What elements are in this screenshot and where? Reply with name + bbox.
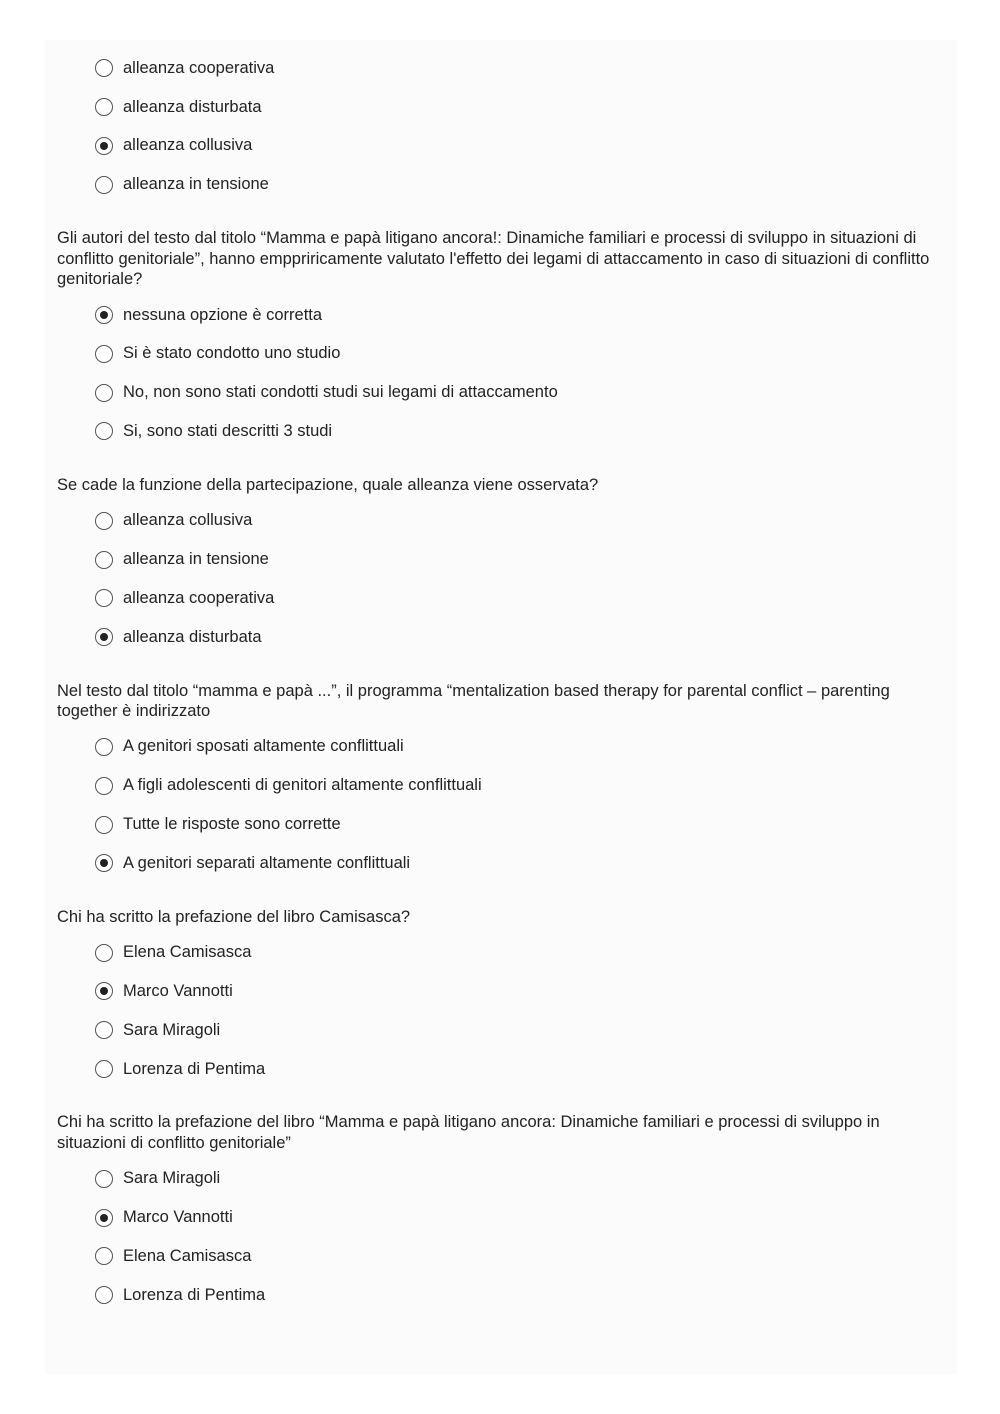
question-block-1 — [57, 49, 952, 204]
question-block-4 — [57, 681, 952, 883]
question-text: Chi ha scritto la prefazione del libro “Mamma e papà litigano ancora: Dinamiche familiari e processi di sviluppo in situazioni di conflitto genitoriale” — [57, 1113, 880, 1152]
option-label: Si, sono stati descritti 3 studi — [123, 421, 333, 440]
option-label: Marco Vannotti — [123, 981, 233, 1000]
option-label: A genitori separati altamente conflittuali — [123, 853, 411, 872]
option-item[interactable] — [57, 1237, 952, 1276]
question-text: Se cade la funzione della partecipazione, quale alleanza viene osservata? — [57, 475, 599, 494]
option-label: Lorenza di Pentima — [123, 1059, 266, 1078]
option-item[interactable] — [57, 501, 952, 540]
radio-button[interactable] — [95, 1170, 113, 1188]
option-label: nessuna opzione è corretta — [123, 305, 323, 324]
options-list — [57, 1159, 952, 1314]
radio-button[interactable] — [95, 59, 113, 77]
option-item[interactable] — [57, 579, 952, 618]
option-item[interactable] — [57, 1276, 952, 1315]
option-item[interactable] — [57, 412, 952, 451]
radio-button[interactable] — [95, 1021, 113, 1039]
radio-button[interactable] — [95, 944, 113, 962]
question-block-2 — [57, 228, 952, 451]
option-label: Sara Miragoli — [123, 1020, 221, 1039]
quiz-content — [57, 49, 952, 1339]
option-label: Lorenza di Pentima — [123, 1285, 266, 1304]
option-label: No, non sono stati condotti studi sui legami di attaccamento — [123, 383, 558, 402]
option-item[interactable] — [57, 127, 952, 166]
option-label: Si è stato condotto uno studio — [123, 344, 341, 363]
radio-button-selected[interactable] — [95, 137, 113, 155]
option-item[interactable] — [57, 933, 952, 972]
option-item[interactable] — [57, 1050, 952, 1089]
question-text: Chi ha scritto la prefazione del libro Camisasca? — [57, 907, 411, 926]
option-item[interactable] — [57, 844, 952, 883]
radio-button-selected[interactable] — [95, 982, 113, 1000]
option-label: Elena Camisasca — [123, 1246, 252, 1265]
radio-button[interactable] — [95, 512, 113, 530]
option-item[interactable] — [57, 296, 952, 335]
option-item[interactable] — [57, 165, 952, 204]
question-block-3 — [57, 475, 952, 657]
option-label: Marco Vannotti — [123, 1208, 233, 1227]
options-list — [57, 296, 952, 451]
question-block-5 — [57, 907, 952, 1089]
option-item[interactable] — [57, 972, 952, 1011]
question-block-6 — [57, 1112, 952, 1314]
radio-button-selected[interactable] — [95, 306, 113, 324]
radio-button[interactable] — [95, 777, 113, 795]
option-label: Sara Miragoli — [123, 1169, 221, 1188]
option-label: Tutte le risposte sono corrette — [123, 815, 341, 834]
options-list — [57, 501, 952, 656]
radio-button[interactable] — [95, 1060, 113, 1078]
radio-button[interactable] — [95, 551, 113, 569]
radio-button-selected[interactable] — [95, 1209, 113, 1227]
radio-button-selected[interactable] — [95, 628, 113, 646]
radio-button-selected[interactable] — [95, 854, 113, 872]
option-label: A figli adolescenti di genitori altamente conflittuali — [123, 776, 482, 795]
option-label: A genitori sposati altamente conflittuali — [123, 737, 404, 756]
question-text: Nel testo dal titolo “mamma e papà ...”, il programma “mentalization based therapy for parental conflict – parenting together è indirizzato — [57, 681, 890, 721]
question-text: Gli autori del testo dal titolo “Mamma e papà litigano ancora!: Dinamiche familiari e processi di sviluppo in situazioni di conflitto genitoriale”, hanno emppriricamente valutato l'effetto dei legami di attaccamento in caso di situazioni di conflitto genitoriale? — [57, 229, 930, 289]
radio-button[interactable] — [95, 345, 113, 363]
option-item[interactable] — [57, 540, 952, 579]
options-list — [57, 49, 952, 204]
option-item[interactable] — [57, 728, 952, 767]
radio-button[interactable] — [95, 422, 113, 440]
option-label: alleanza in tensione — [123, 550, 269, 569]
radio-button[interactable] — [95, 384, 113, 402]
option-item[interactable] — [57, 766, 952, 805]
option-item[interactable] — [57, 1198, 952, 1237]
option-label: alleanza disturbata — [123, 97, 262, 116]
radio-button[interactable] — [95, 176, 113, 194]
option-label: alleanza cooperativa — [123, 58, 275, 77]
radio-button[interactable] — [95, 98, 113, 116]
option-label: alleanza in tensione — [123, 175, 269, 194]
options-list — [57, 933, 952, 1088]
option-item[interactable] — [57, 1159, 952, 1198]
option-label: alleanza collusiva — [123, 511, 253, 530]
option-item[interactable] — [57, 49, 952, 88]
option-item[interactable] — [57, 373, 952, 412]
option-label: alleanza disturbata — [123, 627, 262, 646]
radio-button[interactable] — [95, 1286, 113, 1304]
option-item[interactable] — [57, 1011, 952, 1050]
option-label: alleanza collusiva — [123, 136, 253, 155]
radio-button[interactable] — [95, 816, 113, 834]
radio-button[interactable] — [95, 738, 113, 756]
option-item[interactable] — [57, 88, 952, 127]
option-label: Elena Camisasca — [123, 943, 252, 962]
option-item[interactable] — [57, 805, 952, 844]
option-item[interactable] — [57, 334, 952, 373]
option-item[interactable] — [57, 618, 952, 657]
radio-button[interactable] — [95, 1247, 113, 1265]
options-list — [57, 728, 952, 883]
option-label: alleanza cooperativa — [123, 588, 275, 607]
radio-button[interactable] — [95, 589, 113, 607]
